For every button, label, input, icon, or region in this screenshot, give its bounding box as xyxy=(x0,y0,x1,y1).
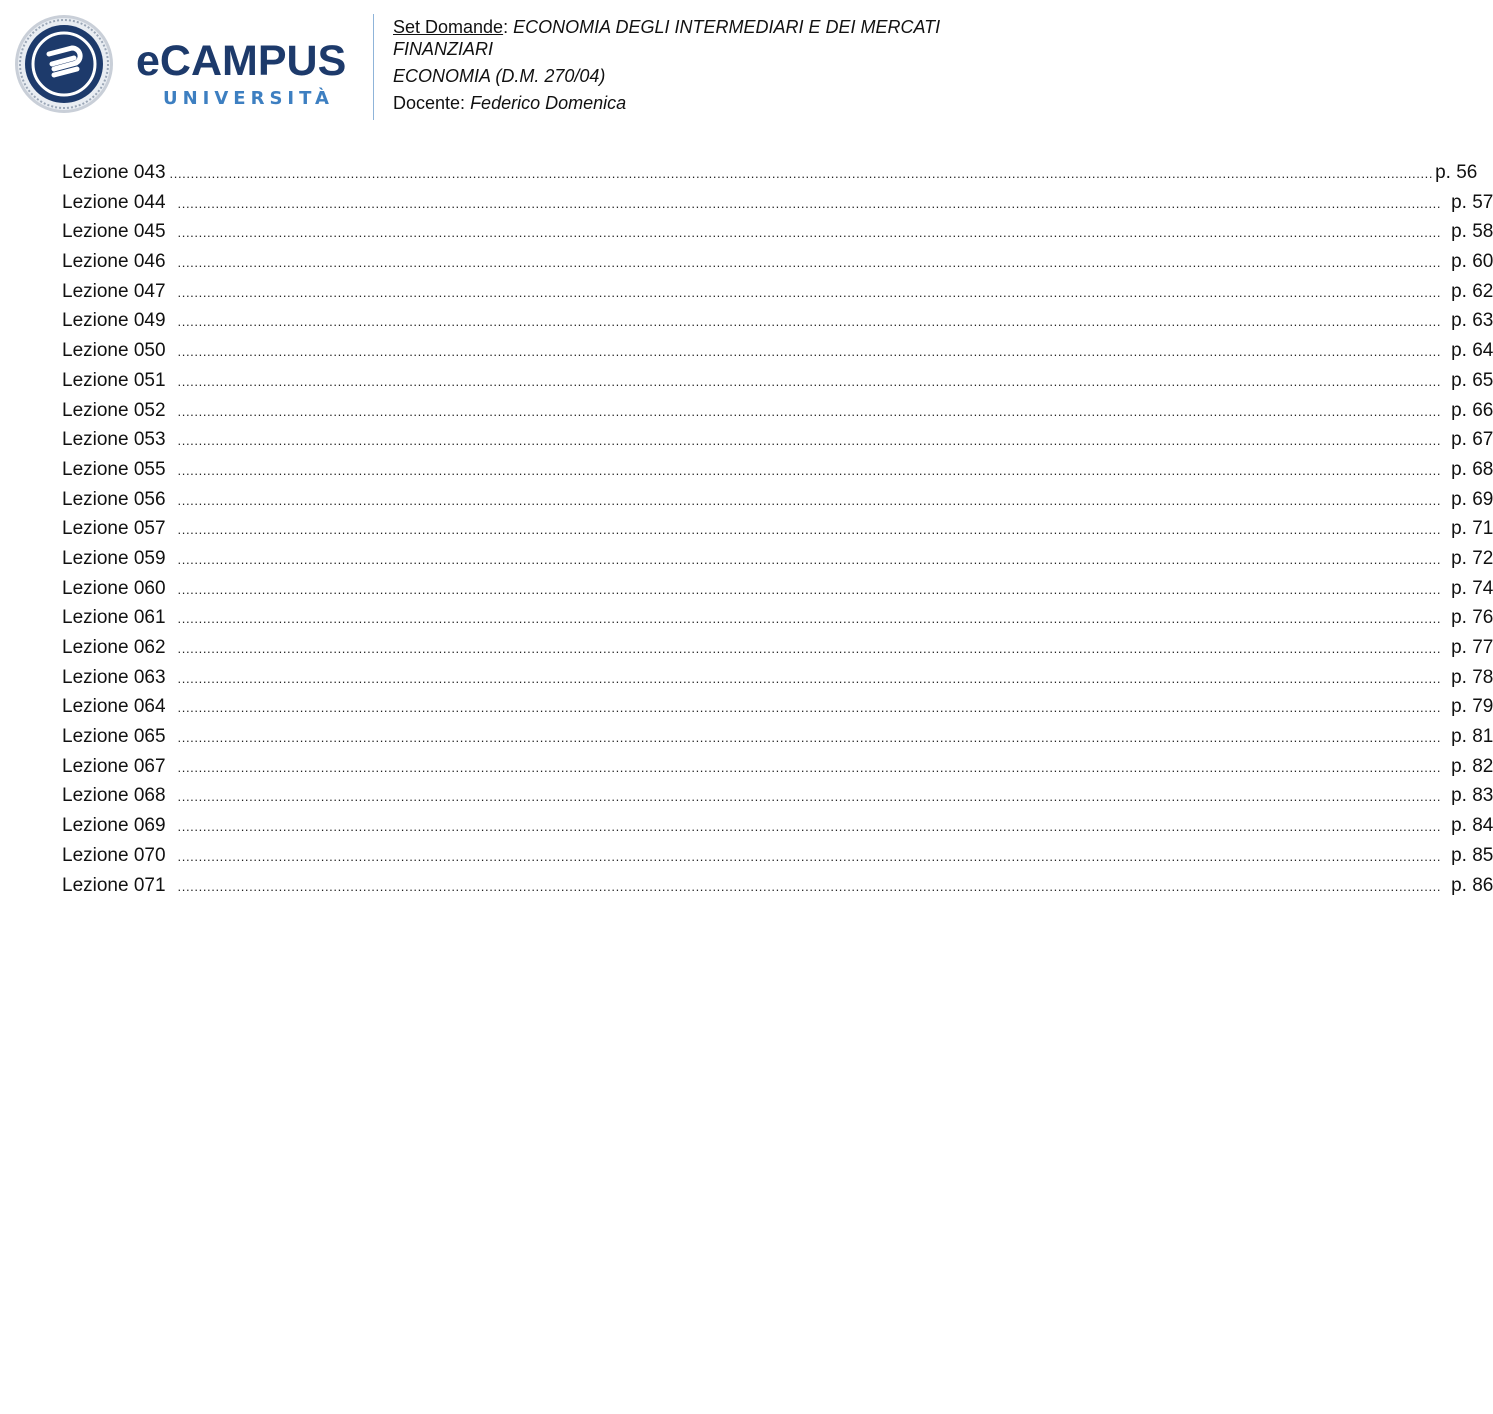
course-title-part2: FINANZIARI xyxy=(393,39,494,59)
toc-entry-label: Lezione 057 xyxy=(62,518,166,540)
toc-entry[interactable] xyxy=(62,306,1493,336)
toc-dot-leader: ............................................................................................................................................................................................................................................................................................................ xyxy=(177,730,1442,746)
toc-entry[interactable] xyxy=(62,158,1478,188)
university-seal-icon xyxy=(14,14,114,114)
toc-dot-leader: ............................................................................................................................................................................................................................................................................................................ xyxy=(177,255,1442,271)
toc-entry[interactable] xyxy=(62,544,1493,574)
toc-entry-label: Lezione 059 xyxy=(62,547,166,569)
toc-dot-leader: ............................................................................................................................................................................................................................................................................................................ xyxy=(177,759,1442,775)
toc-entry[interactable] xyxy=(62,485,1493,515)
toc-dot-leader: ............................................................................................................................................................................................................................................................................................................ xyxy=(177,611,1442,627)
toc-entry[interactable] xyxy=(62,455,1493,485)
toc-entry-label: Lezione 062 xyxy=(62,637,166,658)
toc-entry[interactable] xyxy=(62,871,1493,901)
table-of-contents xyxy=(62,158,1493,900)
toc-entry[interactable] xyxy=(62,217,1493,247)
set-label-colon: : xyxy=(503,17,509,37)
toc-dot-leader: ............................................................................................................................................................................................................................................................................................................ xyxy=(177,641,1442,656)
toc-entry-page: p. 64 xyxy=(1451,340,1493,362)
teacher-name: Federico Domenica xyxy=(470,93,627,113)
toc-entry-label: Lezione 049 xyxy=(62,310,166,332)
toc-dot-leader: ............................................................................................................................................................................................................................................................................................................ xyxy=(177,373,1442,389)
toc-dot-leader: ............................................................................................................................................................................................................................................................................................................ xyxy=(177,789,1442,805)
toc-entry[interactable] xyxy=(62,574,1493,604)
toc-entry-page: p. 67 xyxy=(1451,429,1493,451)
toc-entry-label: Lezione 052 xyxy=(62,399,166,421)
toc-entry-page: p. 60 xyxy=(1451,251,1493,273)
toc-entry[interactable] xyxy=(62,336,1493,366)
toc-entry[interactable] xyxy=(62,633,1493,663)
toc-entry[interactable] xyxy=(62,603,1493,633)
toc-entry-label: Lezione 043 xyxy=(62,162,166,183)
degree-line xyxy=(393,65,983,87)
toc-entry-page: p. 63 xyxy=(1451,310,1493,332)
toc-entry-page: p. 74 xyxy=(1451,577,1493,599)
toc-entry-page: p. 69 xyxy=(1451,488,1493,510)
toc-dot-leader: ............................................................................................................................................................................................................................................................................................................ xyxy=(177,878,1442,894)
toc-dot-leader: ............................................................................................................................................................................................................................................................................................................ xyxy=(177,225,1442,241)
toc-entry-label: Lezione 060 xyxy=(62,577,166,599)
toc-entry-label: Lezione 044 xyxy=(62,191,166,213)
brand-wordmark: eCAMPUS xyxy=(136,37,347,85)
toc-entry-page: p. 84 xyxy=(1451,815,1493,837)
toc-entry[interactable] xyxy=(62,188,1493,218)
set-domande-label: Set Domande xyxy=(393,17,504,37)
brand-subtitle: UNIVERSITÀ xyxy=(163,88,334,109)
toc-dot-leader: ............................................................................................................................................................................................................................................................................................................ xyxy=(177,284,1442,300)
toc-entry-label: Lezione 050 xyxy=(62,340,166,362)
toc-entry[interactable] xyxy=(62,811,1493,841)
toc-entry[interactable] xyxy=(62,692,1493,722)
toc-entry[interactable] xyxy=(62,722,1493,752)
toc-entry-page: p. 83 xyxy=(1451,785,1493,807)
toc-entry[interactable] xyxy=(62,277,1493,307)
toc-dot-leader: ............................................................................................................................................................................................................................................................................................................ xyxy=(177,819,1442,835)
page-header xyxy=(0,0,1000,130)
toc-dot-leader: ............................................................................................................................................................................................................................................................................................................ xyxy=(177,403,1442,419)
toc-dot-leader: ............................................................................................................................................................................................................................................................................................................ xyxy=(177,462,1442,478)
toc-entry-label: Lezione 046 xyxy=(62,251,166,273)
toc-entry-page: p. 77 xyxy=(1451,637,1493,658)
toc-entry-page: p. 79 xyxy=(1451,696,1493,718)
toc-entry-page: p. 57 xyxy=(1451,191,1493,213)
course-title-line xyxy=(393,16,983,38)
toc-dot-leader: ............................................................................................................................................................................................................................................................................................................ xyxy=(177,670,1442,686)
toc-entry-label: Lezione 045 xyxy=(62,221,166,243)
course-title-continued xyxy=(393,38,983,60)
toc-entry-page: p. 76 xyxy=(1451,607,1493,629)
toc-entry-page: p. 66 xyxy=(1451,399,1493,421)
toc-dot-leader: ............................................................................................................................................................................................................................................................................................................ xyxy=(177,492,1442,508)
toc-dot-leader: ............................................................................................................................................................................................................................................................................................................ xyxy=(169,166,1434,181)
toc-entry[interactable] xyxy=(62,366,1493,396)
toc-entry-page: p. 82 xyxy=(1451,755,1493,777)
toc-dot-leader: ............................................................................................................................................................................................................................................................................................................ xyxy=(177,344,1442,360)
toc-entry-label: Lezione 051 xyxy=(62,369,166,391)
toc-entry-page: p. 62 xyxy=(1451,280,1493,302)
toc-entry[interactable] xyxy=(62,396,1493,426)
toc-entry-page: p. 78 xyxy=(1451,666,1493,688)
toc-entry-label: Lezione 053 xyxy=(62,429,166,451)
toc-dot-leader: ............................................................................................................................................................................................................................................................................................................ xyxy=(177,700,1442,716)
toc-entry-page: p. 56 xyxy=(1435,162,1478,183)
toc-entry-page: p. 68 xyxy=(1451,458,1493,480)
toc-entry[interactable] xyxy=(62,841,1493,871)
toc-entry-label: Lezione 070 xyxy=(62,844,166,866)
toc-dot-leader: ............................................................................................................................................................................................................................................................................................................ xyxy=(177,433,1442,449)
teacher-line xyxy=(393,92,983,114)
toc-entry-page: p. 85 xyxy=(1451,844,1493,866)
toc-entry[interactable] xyxy=(62,514,1493,544)
toc-entry[interactable] xyxy=(62,663,1493,693)
toc-entry-page: p. 81 xyxy=(1451,726,1493,748)
toc-dot-leader: ............................................................................................................................................................................................................................................................................................................ xyxy=(177,551,1442,567)
course-info xyxy=(393,16,983,114)
toc-entry-label: Lezione 071 xyxy=(62,874,166,896)
toc-entry-label: Lezione 067 xyxy=(62,755,166,777)
degree-name: ECONOMIA (D.M. 270/04) xyxy=(393,66,606,86)
toc-entry-page: p. 72 xyxy=(1451,547,1493,569)
teacher-label: Docente: xyxy=(393,93,466,113)
toc-entry-label: Lezione 047 xyxy=(62,280,166,302)
toc-dot-leader: ............................................................................................................................................................................................................................................................................................................ xyxy=(177,195,1442,211)
toc-entry[interactable] xyxy=(62,247,1493,277)
toc-entry[interactable] xyxy=(62,781,1493,811)
toc-entry-page: p. 58 xyxy=(1451,221,1493,243)
toc-entry-label: Lezione 063 xyxy=(62,666,166,688)
toc-dot-leader: ............................................................................................................................................................................................................................................................................................................ xyxy=(177,522,1442,538)
toc-entry-page: p. 71 xyxy=(1451,518,1493,540)
toc-dot-leader: ............................................................................................................................................................................................................................................................................................................ xyxy=(177,314,1442,330)
toc-entry-label: Lezione 055 xyxy=(62,458,166,480)
toc-dot-leader: ............................................................................................................................................................................................................................................................................................................ xyxy=(177,581,1442,597)
toc-entry-label: Lezione 056 xyxy=(62,488,166,510)
header-divider xyxy=(373,14,374,120)
toc-entry-label: Lezione 061 xyxy=(62,607,166,629)
toc-entry-label: Lezione 068 xyxy=(62,785,166,807)
toc-entry[interactable] xyxy=(62,752,1493,782)
toc-entry-page: p. 65 xyxy=(1451,369,1493,391)
toc-entry-label: Lezione 069 xyxy=(62,815,166,837)
course-title: ECONOMIA DEGLI INTERMEDIARI E DEI MERCATI xyxy=(513,17,941,37)
toc-entry-page: p. 86 xyxy=(1451,874,1493,896)
toc-entry[interactable] xyxy=(62,425,1493,455)
ecampus-logo xyxy=(14,14,358,118)
toc-entry-label: Lezione 065 xyxy=(62,726,166,748)
toc-dot-leader: ............................................................................................................................................................................................................................................................................................................ xyxy=(177,848,1442,864)
toc-entry-label: Lezione 064 xyxy=(62,696,166,718)
